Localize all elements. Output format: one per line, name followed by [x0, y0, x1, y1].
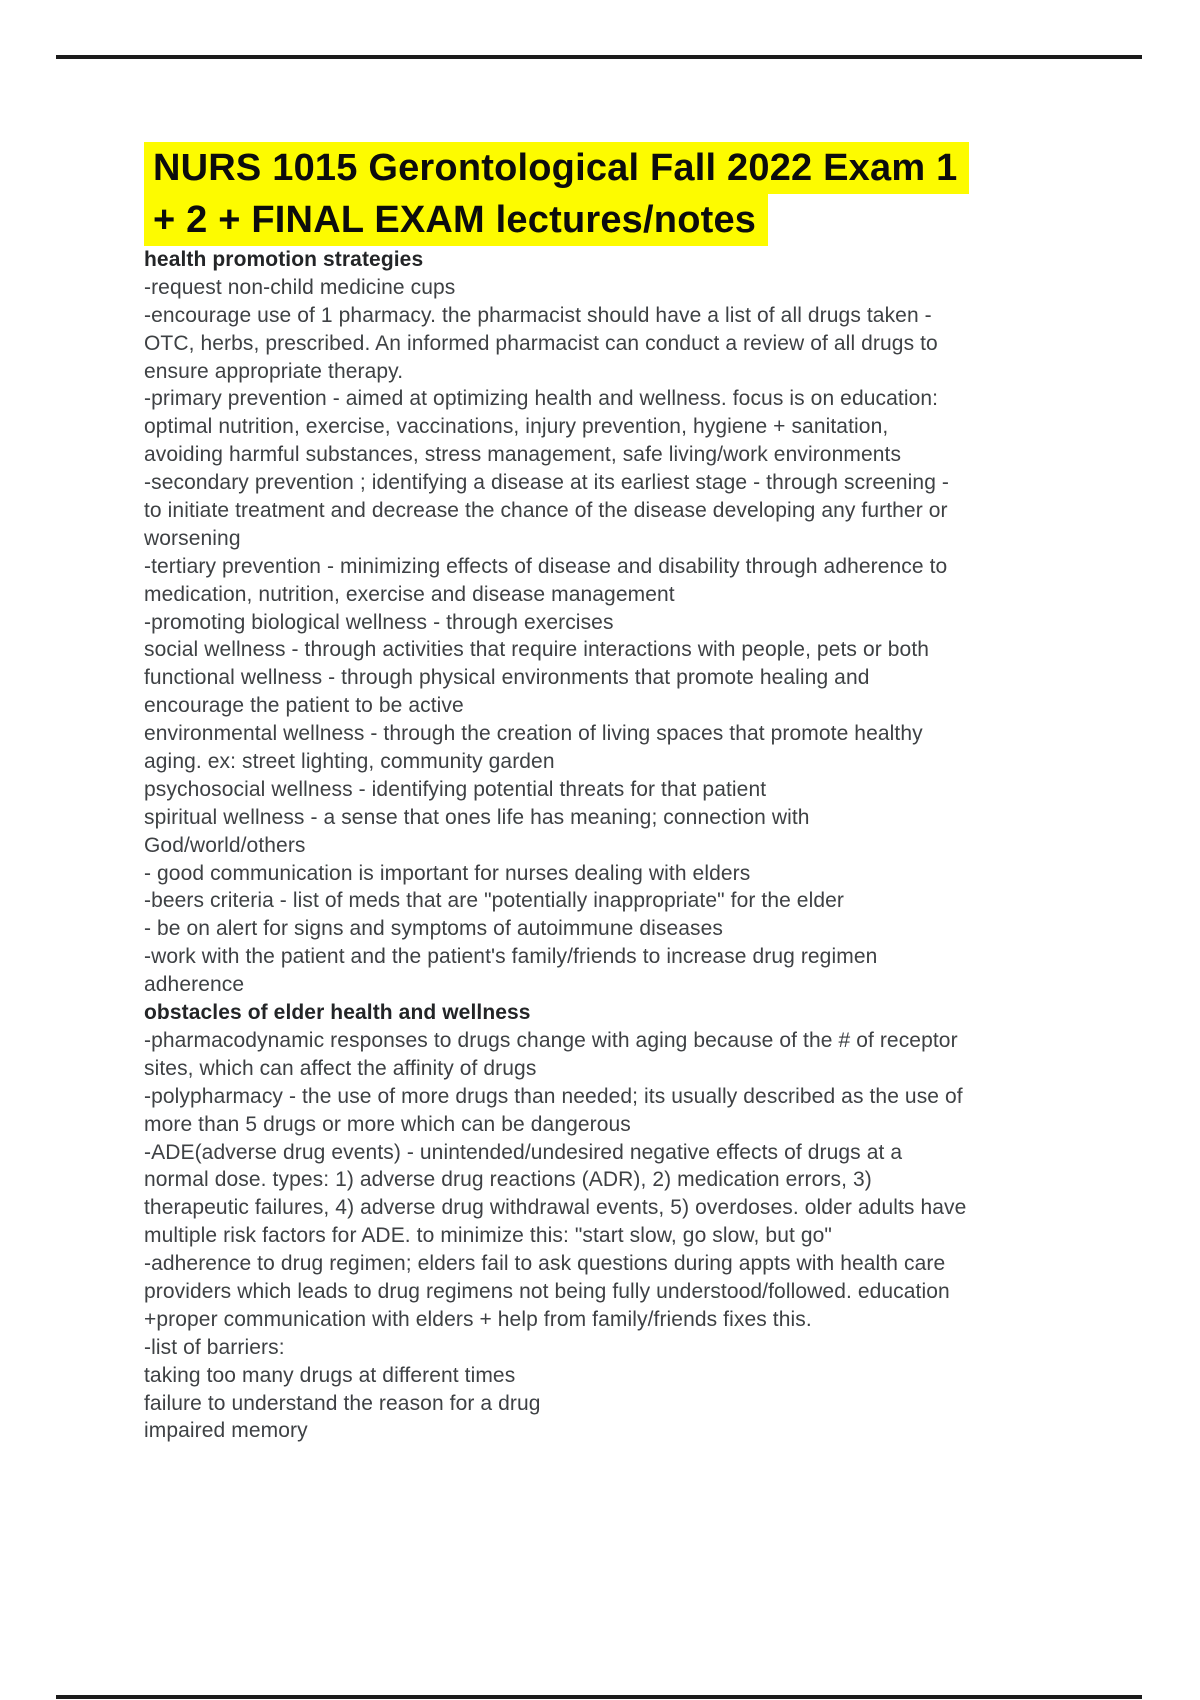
note-line: God/world/others: [144, 833, 306, 857]
note-line: OTC, herbs, prescribed. An informed pharmacist can conduct a review of all drugs to: [144, 331, 938, 355]
note-line: adherence: [144, 973, 245, 997]
note-line: -work with the patient and the patient's family/friends to increase drug regimen: [144, 945, 878, 969]
note-line: functional wellness - through physical environments that promote healing and: [144, 666, 870, 690]
title-highlight: NURS 1015 Gerontological Fall 2022 Exam 1: [144, 142, 969, 194]
note-line: - good communication is important for nurses dealing with elders: [144, 861, 751, 885]
note-line: aging. ex: street lighting, community garden: [144, 750, 555, 774]
title-line: [144, 194, 969, 246]
section-heading: health promotion strategies: [144, 248, 424, 271]
note-line: medication, nutrition, exercise and disease management: [144, 582, 675, 606]
notes-body: [144, 246, 966, 1445]
page-title: [144, 142, 969, 246]
note-line: encourage the patient to be active: [144, 694, 464, 718]
section-heading: obstacles of elder health and wellness: [144, 1001, 531, 1025]
note-line: -list of barriers:: [144, 1335, 285, 1359]
note-line: -pharmacodynamic responses to drugs change with aging because of the # of receptor: [144, 1028, 958, 1052]
note-line: -tertiary prevention - minimizing effects of disease and disability through adherence to: [144, 554, 948, 578]
note-line: -ADE(adverse drug events) - unintended/undesired negative effects of drugs at a: [144, 1140, 903, 1164]
note-line: normal dose. types: 1) adverse drug reactions (ADR), 2) medication errors, 3): [144, 1168, 872, 1192]
note-line: to initiate treatment and decrease the chance of the disease developing any further or: [144, 499, 948, 523]
note-line: impaired memory: [144, 1419, 308, 1443]
note-line: therapeutic failures, 4) adverse drug withdrawal events, 5) overdoses. older adults have: [144, 1196, 967, 1220]
note-line: -polypharmacy - the use of more drugs than needed; its usually described as the use of: [144, 1084, 963, 1108]
note-line: -encourage use of 1 pharmacy. the pharmacist should have a list of all drugs taken -: [144, 303, 932, 327]
note-line: avoiding harmful substances, stress management, safe living/work environments: [144, 443, 902, 467]
note-line: environmental wellness - through the creation of living spaces that promote healthy: [144, 722, 923, 746]
note-line: - be on alert for signs and symptoms of autoimmune diseases: [144, 917, 724, 941]
note-line: optimal nutrition, exercise, vaccinations, injury prevention, hygiene + sanitation,: [144, 415, 889, 439]
note-line: worsening: [144, 526, 241, 550]
note-line: -adherence to drug regimen; elders fail to ask questions during appts with health care: [144, 1252, 946, 1276]
note-line: psychosocial wellness - identifying potential threats for that patient: [144, 777, 767, 801]
top-rule: [56, 55, 1142, 59]
note-line: +proper communication with elders + help from family/friends fixes this.: [144, 1307, 812, 1331]
title-highlight: + 2 + FINAL EXAM lectures/notes: [144, 194, 768, 246]
note-line: providers which leads to drug regimens not being fully understood/followed. education: [144, 1279, 950, 1303]
note-line: taking too many drugs at different times: [144, 1363, 516, 1387]
title-line: [144, 142, 969, 194]
note-line: ensure appropriate therapy.: [144, 359, 404, 383]
note-line: spiritual wellness - a sense that ones life has meaning; connection with: [144, 805, 810, 829]
note-line: -secondary prevention ; identifying a disease at its earliest stage - through screening -: [144, 471, 950, 495]
note-line: -promoting biological wellness - through exercises: [144, 610, 614, 634]
note-line: social wellness - through activities that require interactions with people, pets or both: [144, 638, 930, 662]
bottom-rule: [56, 1695, 1142, 1699]
note-line: -beers criteria - list of meds that are "potentially inappropriate" for the elder: [144, 889, 845, 913]
note-line: sites, which can affect the affinity of drugs: [144, 1056, 537, 1080]
note-line: more than 5 drugs or more which can be dangerous: [144, 1112, 631, 1136]
note-line: -primary prevention - aimed at optimizing health and wellness. focus is on education:: [144, 387, 939, 411]
note-line: -request non-child medicine cups: [144, 275, 456, 299]
note-line: multiple risk factors for ADE. to minimize this: "start slow, go slow, but go": [144, 1224, 832, 1248]
note-line: failure to understand the reason for a drug: [144, 1391, 541, 1415]
